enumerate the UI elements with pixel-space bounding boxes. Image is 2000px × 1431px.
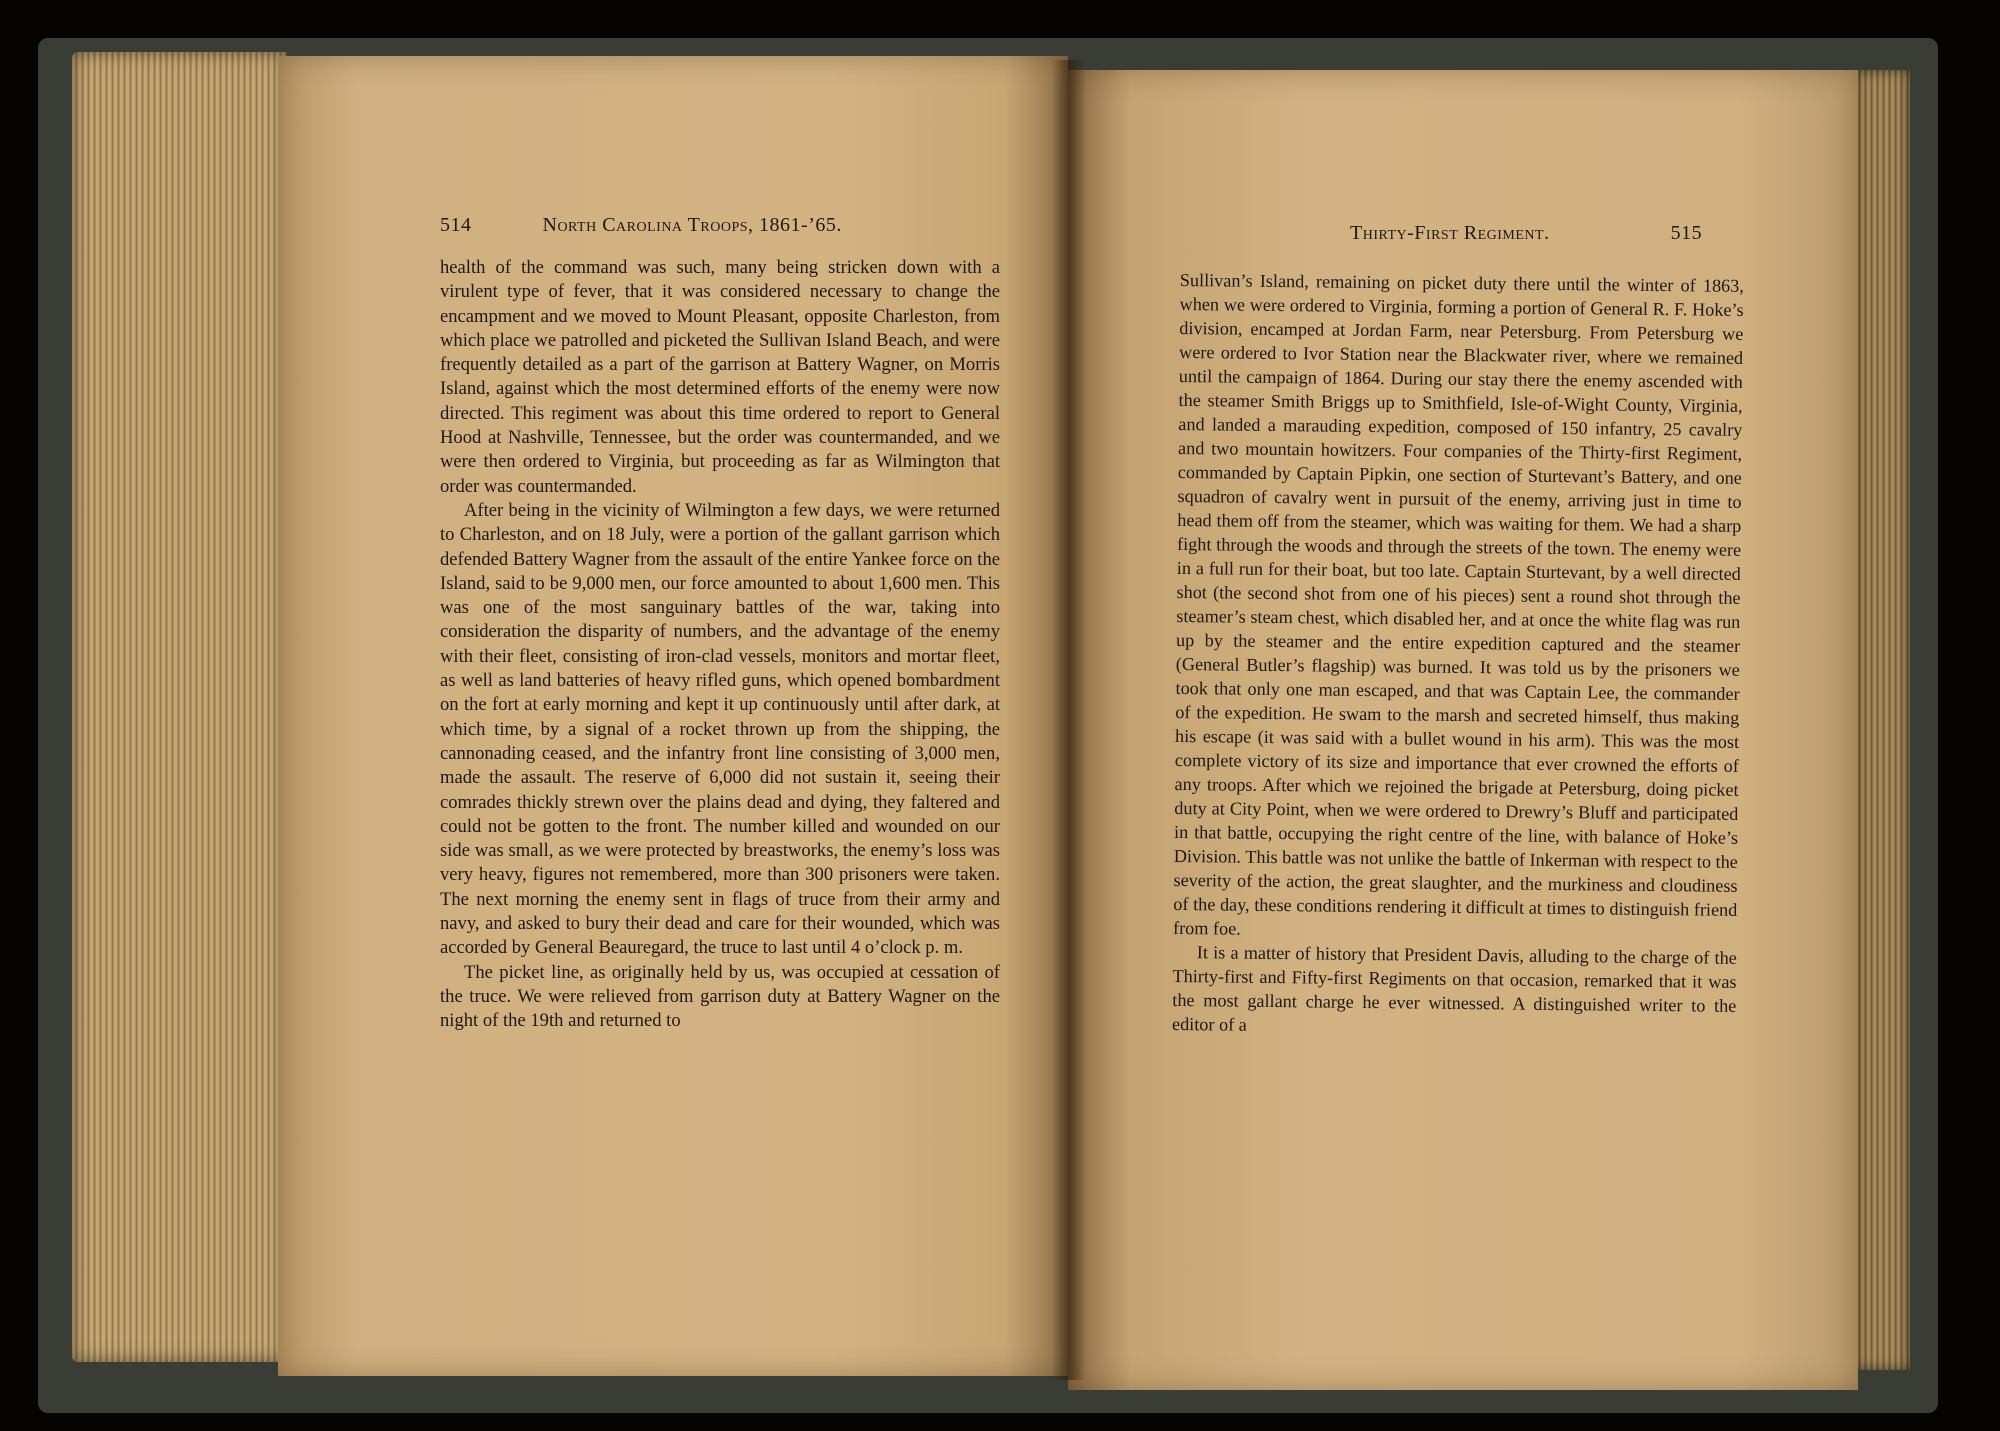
left-paragraph: The picket line, as originally held by us, was occupied at cessation of the truce. We were relieved from garrison duty at Battery Wagner on the night of the 19th and returned to: [440, 961, 1000, 1032]
left-running-head: North Carolina Troops, 1861-’65.: [542, 214, 842, 236]
left-page-header: [440, 214, 842, 237]
right-page-number: 515: [1670, 222, 1703, 244]
left-page: [278, 56, 1068, 1376]
right-running-head: Thirty-First Regiment.: [1350, 222, 1550, 244]
left-page-body: [440, 256, 1000, 1034]
book-gutter: [1052, 60, 1086, 1380]
right-page-header: [1350, 222, 1702, 245]
right-page-body: [1172, 268, 1744, 1042]
left-paragraph: After being in the vicinity of Wilmington a few days, we were returned to Charleston, and on 18 July, were a portion of the gallant garrison which defended Battery Wagner from the assault of the entire Yankee force on the Island, said to be 9,000 men, our force amounted to about 1,600 men. This was one of the most sanguinary battles of the war, taking into consideration the disparity of numbers, and the advantage of the enemy with their fleet, consisting of iron-clad vessels, monitors and mortar fleet, as well as land batteries of heavy rifled guns, which opened bombardment on the fort at early morning and kept it up continuously until after dark, at which time, by a signal of a rocket thrown up from the shipping, the cannonading ceased, and the infantry front line consisting of 3,000 men, made the assault. The reserve of 6,000 did not sustain it, seeing their comrades thickly strewn over the plains dead and dying, they faltered and could not be gotten to the front. The number killed and wounded on our side was small, as we were protected by breastworks, the enemy’s loss was very heavy, figures not remembered, more than 300 prisoners were taken. The next morning the enemy sent in flags of truce from their army and navy, and asked to bury their dead and care for their wounded, which was accorded by General Beauregard, the truce to last until 4 o’clock p. m.: [440, 499, 1000, 959]
right-page: [1068, 70, 1858, 1390]
right-paragraph: It is a matter of history that President Davis, alluding to the charge of the Thirty-first and Fifty-first Regiments on that occasion, remarked that it was the most gallant charge he ever witnessed. A distinguished writer to the editor of a: [1171, 942, 1737, 1035]
left-page-number: 514: [440, 214, 472, 236]
right-paragraph: Sullivan’s Island, remaining on picket duty there until the winter of 1863, when we were ordered to Virginia, forming a portion of General R. F. Hoke’s division, encamped at Jordan Farm, near Petersburg. From Petersburg we were ordered to Ivor Station near the Blackwater river, where we remained until the campaign of 1864. During our stay there the enemy ascended with the steamer Smith Briggs up to Smithfield, Isle-of-Wight County, Virginia, and landed a marauding expedition, composed of 150 infantry, 25 cavalry and two mountain howitzers. Four companies of the Thirty-first Regiment, commanded by Captain Pipkin, one section of Sturtevant’s Battery, and one squadron of cavalry went in pursuit of the enemy, arriving just in time to head them off from the steamer, which was waiting for them. We had a sharp fight through the woods and through the streets of the town. The enemy were in a full run for their boat, but too late. Captain Sturtevant, by a well directed shot (the second shot from one of his pieces) sent a round shot through the steamer’s steam chest, which disabled her, and at once the white flag was run up by the steamer and the entire expedition captured and the steamer (General Butler’s flagship) was burned. It was told us by the prisoners we took that only one man escaped, and that was Captain Lee, the commander of the expedition. He swam to the marsh and secreted himself, thus making his escape (it was said with a bullet wound in his arm). This was the most complete victory of its size and importance that ever crowned the efforts of any troops. After which we rejoined the brigade at Petersburg, doing picket duty at City Point, when we were ordered to Drewry’s Bluff and participated in that battle, occupying the right centre of the line, with balance of Hoke’s Division. This battle was not unlike the battle of Inkerman with respect to the severity of the action, the great slaughter, and the murkiness and cloudiness of the day, these conditions rendering it difficult at times to distinguish friend from foe.: [1172, 269, 1744, 939]
left-paragraph: health of the command was such, many being stricken down with a virulent type of fever, that it was considered necessary to change the encampment and we moved to Mount Pleasant, opposite Charleston, from which place we patrolled and picketed the Sullivan Island Beach, and were frequently detailed as a part of the garrison at Battery Wagner, on Morris Island, against which the most determined efforts of the enemy were now directed. This regiment was about this time ordered to report to General Hood at Nashville, Tennessee, but the order was countermanded, and we were then ordered to Virginia, but proceeding as far as Wilmington that order was countermanded.: [440, 257, 1000, 497]
page-edges-left: [72, 52, 287, 1362]
page-edges-right: [1855, 70, 1910, 1370]
